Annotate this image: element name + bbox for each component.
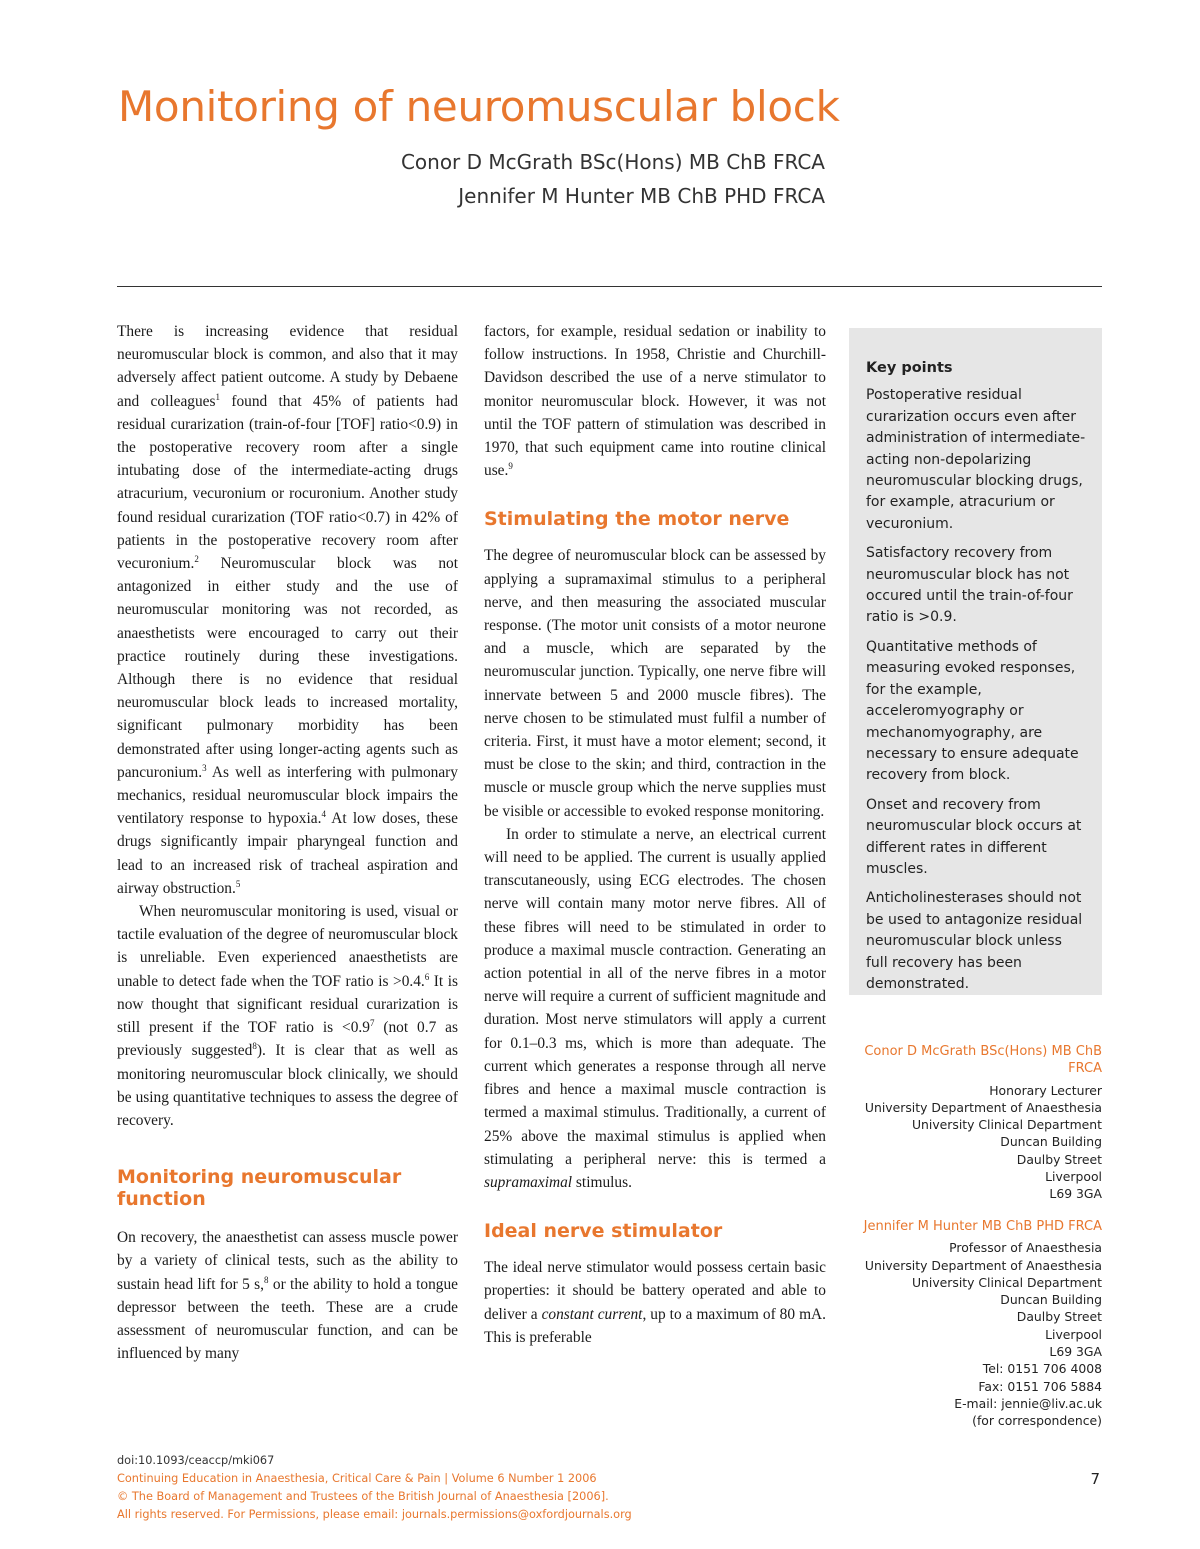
paragraph: The ideal nerve stimulator would possess certain basic properties: it should be battery operated and able to deliver a constant current, up to a maximum of 80 mA. This is preferable — [484, 1259, 827, 1346]
affiliation-line: Honorary Lecturer — [989, 1082, 1102, 1098]
journal-info: Continuing Education in Anaesthesia, Critical Care & Pain | Volume 6 Number 1 2006 — [117, 1472, 597, 1485]
affiliation-line: Liverpool — [1045, 1326, 1102, 1342]
affiliation-name: Jennifer M Hunter MB ChB PHD FRCA — [863, 1219, 1102, 1234]
author-1: Conor D McGrath BSc(Hons) MB ChB FRCA — [400, 150, 825, 174]
affiliation-line: University Clinical Department — [911, 1274, 1102, 1290]
key-point: Anticholinesterases should not be used to antagonize residual neuromuscular block unless full recovery has been demonstrated. — [866, 890, 1083, 992]
affiliation-1 — [832, 1043, 1102, 1203]
paragraph: In order to stimulate a nerve, an electrical current will need to be applied. The current is usually applied transcutaneously, using ECG electrodes. The chosen nerve will contain many motor nerve fibres. All of these fibres will need to be stimulated in order to produce a maximal muscle contraction. Generating an action potential in all of the nerve fibres in a motor nerve will require a current of sufficient magnitude and duration. Most nerve stimulators will apply a current for 0.1–0.3 ms, which is more than adequate. The current which generates a response through all nerve fibres and hence a maximal muscle contraction is termed a maximal stimulus. Traditionally, a current of 25% above the maximal stimulus is applied when stimulating a peripheral nerve: this is termed a supramaximal stimulus. — [484, 825, 826, 1191]
key-points-box — [849, 328, 1102, 995]
affiliation-line: Liverpool — [1045, 1169, 1102, 1185]
affiliation-line: University Department of Anaesthesia — [864, 1257, 1102, 1273]
paragraph: The degree of neuromuscular block can be assessed by applying a supramaximal stimulus to a peripheral nerve, and then measuring the associated muscular response. (The motor unit consists of a motor neurone and a muscle, which are separated by the neuromuscular junction. Typically, one nerve fibre will innervate between 5 and 2000 muscle fibres). The nerve chosen to be stimulated must fulfil a number of criteria. First, it must have a motor element; second, it must be close to the skin; and third, contraction in the muscle or muscle group which the nerve supplies must be visible or accessible to evoked response monitoring. — [484, 547, 826, 820]
key-point: Onset and recovery from neuromuscular block occurs at different rates in different muscles. — [866, 796, 1082, 877]
affiliation-line: L69 3GA — [1049, 1344, 1102, 1360]
affiliation-line: L69 3GA — [1049, 1186, 1102, 1202]
paragraph: When neuromuscular monitoring is used, visual or tactile evaluation of the degree of neuromuscular block is unreliable. Even experienced anaesthetists are unable to detect fade when the TOF ratio is >0.4.$^6$ It is now thought that significant residual curarization is still present if the TOF ratio is $<0.9^7$ (not 0.7 as previously suggested$^8$). It is clear that as well as monitoring neuromuscular block clinically, we should be using quantitative techniques to assess the degree of recovery. — [117, 903, 458, 1129]
affiliation-line: Fax: 0151 706 5884 — [978, 1378, 1102, 1394]
body-column-1 — [117, 320, 458, 1365]
copyright: © The Board of Management and Trustees of the British Journal of Anaesthesia [2006]. — [117, 1490, 609, 1503]
key-points-heading: Key points — [866, 360, 953, 376]
section-heading: Monitoring neuromuscular function — [117, 1166, 402, 1211]
affiliation-name: Conor D McGrath BSc(Hons) MB ChB FRCA — [864, 1044, 1102, 1077]
section-heading: Ideal nerve stimulator — [484, 1220, 723, 1243]
affiliation-line: Duncan Building — [1000, 1134, 1102, 1150]
paragraph: There is increasing evidence that residual neuromuscular block is common, and also that it may adversely affect patient outcome. A study by Debaene and colleagues$^1$ found that 45% of patients had residual curarization (train-of-four [TOF] ratio<0.9) in the postoperative recovery room after a single intubating dose of the intermediate-acting drugs atracurium, vecuronium or rocuronium. Another study found residual curarization (TOF ratio<0.7) in 42% of patients in the postoperative recovery room after vecuronium.$^2$ Neuromuscular block was not antagonized in either study and the use of neuromuscular monitoring was not recorded, as anaesthetists were encouraged to carry out their practice routinely during these investigations. Although there is no evidence that residual neuromuscular block leads to increased mortality, significant pulmonary morbidity has been demonstrated after using longer-acting agents such as pancuronium.$^3$ As well as interfering with pulmonary mechanics, residual neuromuscular block impairs the ventilatory response to hypoxia.$^4$ At low doses, these drugs significantly impair pharyngeal function and lead to an increased risk of tracheal aspiration and airway obstruction.$^5$ — [117, 323, 458, 897]
page-number: 7 — [1090, 1470, 1100, 1488]
key-point: Satisfactory recovery from neuromuscular block has not occured until the train-of-four ratio is >0.9. — [866, 545, 1073, 626]
affiliation-2 — [832, 1218, 1102, 1430]
article-title: Monitoring of neuromuscular block — [118, 82, 840, 131]
email-link[interactable]: E-mail: jennie@liv.ac.uk — [954, 1395, 1102, 1411]
key-point: Quantitative methods of measuring evoked responses, for the example, acceleromyography or mechanomyography, are necessary to ensure adequate recovery from block. — [866, 638, 1079, 784]
paragraph: factors, for example, residual sedation or inability to follow instructions. In 1958, Christie and Churchill-Davidson described the use of a nerve stimulator to monitor neuromuscular block. However, it was not until the TOF pattern of stimulation was described in 1970, that such equipment came into routine clinical use.$^9$ — [484, 323, 826, 480]
affiliation-line: University Department of Anaesthesia — [864, 1099, 1102, 1115]
paragraph: On recovery, the anaesthetist can assess muscle power by a variety of clinical tests, such as the ability to sustain head lift for 5 s,$^8$ or the ability to hold a tongue depressor between the teeth. These are a crude assessment of neuromuscular function, and can be influenced by many — [117, 1229, 458, 1363]
affiliation-line: Daulby Street — [1016, 1151, 1102, 1167]
body-column-2 — [484, 320, 826, 1349]
author-2: Jennifer M Hunter MB ChB PHD FRCA — [458, 184, 825, 208]
affiliation-line: Tel: 0151 706 4008 — [982, 1361, 1102, 1377]
affiliation-line: Daulby Street — [1016, 1309, 1102, 1325]
doi: doi:10.1093/ceaccp/mki067 — [117, 1454, 275, 1467]
affiliation-line: Professor of Anaesthesia — [949, 1240, 1102, 1256]
section-heading: Stimulating the motor nerve — [484, 508, 790, 531]
footer — [117, 1452, 632, 1524]
key-point: Postoperative residual curarization occurs even after administration of intermediate-acting non-depolarizing neuromuscular blocking drugs, for example, atracurium or vecuronium. — [866, 387, 1086, 532]
title-divider — [117, 286, 1102, 287]
affiliation-line: University Clinical Department — [911, 1117, 1102, 1133]
affiliation-line: Duncan Building — [1000, 1292, 1102, 1308]
rights: All rights reserved. For Permissions, please email: journals.permissions@oxfordjournals.org — [117, 1508, 632, 1521]
affiliation-line: (for correspondence) — [972, 1413, 1102, 1429]
